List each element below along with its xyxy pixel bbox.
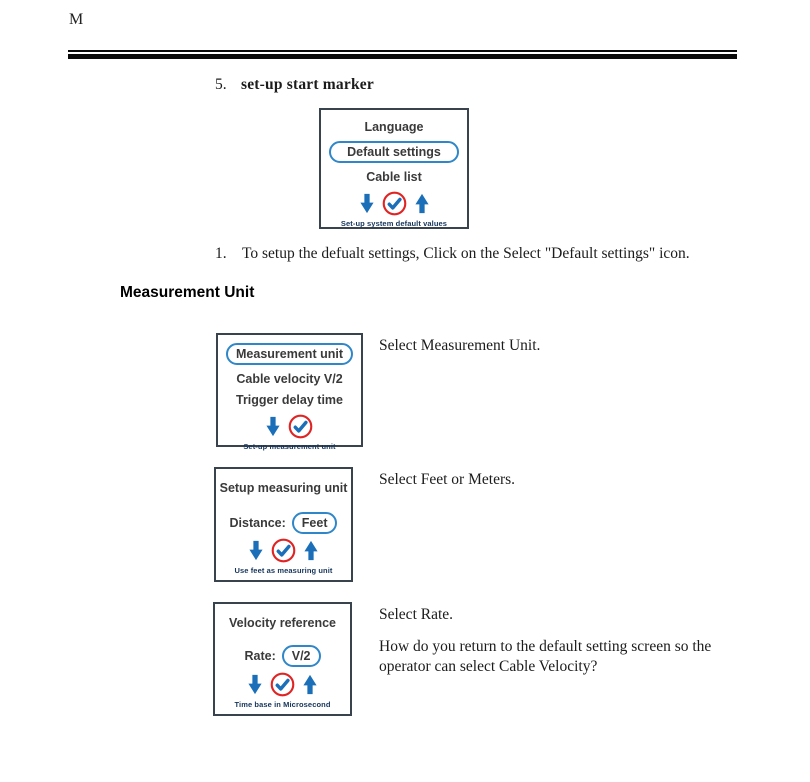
section-number: 5. [215, 76, 227, 93]
section-list-line [215, 76, 374, 94]
panel-title: Velocity reference [228, 616, 336, 630]
panel-measurement-unit [216, 333, 363, 451]
distance-label: Distance: [229, 516, 286, 530]
distance-field [230, 512, 338, 534]
confirm-check-icon[interactable] [382, 191, 407, 216]
feet-value-button[interactable]: Feet [292, 512, 338, 534]
arrow-up-icon[interactable] [415, 193, 429, 214]
panel-controls [360, 191, 429, 216]
menu-item-cable-list[interactable]: Cable list [366, 170, 422, 184]
arrow-up-icon[interactable] [304, 540, 318, 561]
note-question: How do you return to the default setting screen so the operator can select Cable Velocity? [379, 638, 712, 676]
note-select-rate: Select Rate. [379, 606, 454, 623]
header-rule [68, 50, 737, 59]
panel-title: Setup measuring unit [219, 481, 348, 495]
arrow-down-icon[interactable] [248, 674, 262, 695]
confirm-check-icon[interactable] [270, 672, 295, 697]
step-line [215, 245, 690, 263]
step-number: 1. [215, 245, 227, 262]
panel-controls [266, 414, 313, 439]
panel-setup-measuring-unit [214, 467, 353, 582]
panel-controls [248, 672, 317, 697]
arrow-down-icon[interactable] [249, 540, 263, 561]
panel-caption: Use feet as measuring unit [234, 566, 333, 575]
panel-controls [249, 538, 318, 563]
panel-caption: Time base in Microsecond [234, 700, 331, 709]
panel-caption: Set-up measurement unit [243, 442, 336, 451]
measurement-unit-button[interactable]: Measurement unit [226, 343, 353, 365]
section-title: set-up start marker [241, 76, 374, 93]
note-select-feet-or-meters: Select Feet or Meters. [379, 471, 516, 488]
arrow-down-icon[interactable] [266, 416, 280, 437]
default-settings-button[interactable]: Default settings [329, 141, 459, 163]
panel-caption: Set-up system default values [340, 219, 448, 228]
step-text: To setup the defualt settings, Click on the Select "Default settings" icon. [242, 245, 690, 262]
panel-default-settings [319, 108, 469, 229]
rate-field [244, 645, 320, 667]
measurement-unit-heading: Measurement Unit [120, 284, 255, 301]
menu-item-trigger-delay[interactable]: Trigger delay time [236, 393, 343, 407]
header-rule-thick-line [68, 54, 737, 59]
menu-item-language[interactable]: Language [364, 120, 424, 134]
header-letter: M [69, 11, 84, 28]
menu-item-cable-velocity[interactable]: Cable velocity V/2 [236, 372, 343, 386]
panel-velocity-reference [213, 602, 352, 716]
rate-value-button[interactable]: V/2 [282, 645, 321, 667]
confirm-check-icon[interactable] [288, 414, 313, 439]
confirm-check-icon[interactable] [271, 538, 296, 563]
arrow-up-icon[interactable] [303, 674, 317, 695]
arrow-down-icon[interactable] [360, 193, 374, 214]
note-select-measurement-unit: Select Measurement Unit. [379, 337, 541, 354]
rate-label: Rate: [244, 649, 276, 663]
